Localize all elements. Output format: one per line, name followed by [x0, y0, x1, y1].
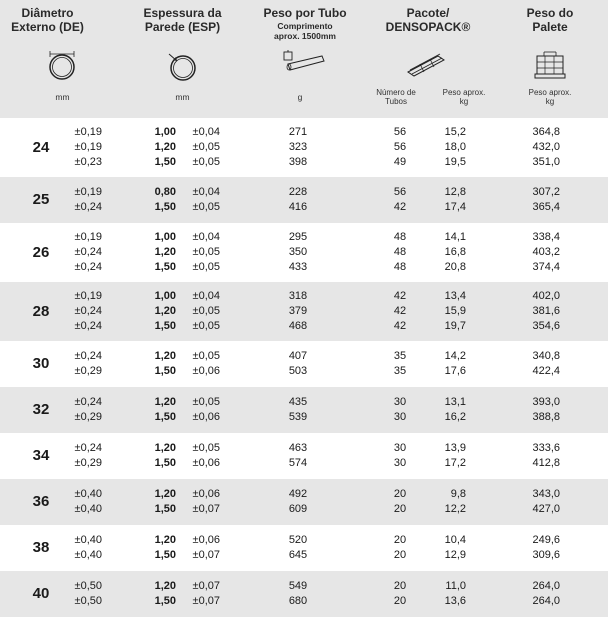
tube-count: 42 — [393, 305, 407, 317]
wall-thickness: 1,50 — [154, 503, 176, 515]
header-peso-tubo-sub: Comprimento aprox. 1500mm — [274, 21, 336, 41]
pallet-weight: 354,6 — [532, 320, 560, 332]
wall-tolerance: ±0,07 — [192, 503, 220, 515]
header-peso-tubo-title: Peso por Tubo — [263, 6, 347, 20]
header-de-unit: mm — [55, 92, 70, 102]
wall-tolerance: ±0,05 — [192, 261, 220, 273]
package-weight: 13,9 — [444, 442, 466, 454]
tube-count: 42 — [393, 320, 407, 332]
header-esp-title: Espessura da Parede (ESP) — [143, 6, 222, 34]
outer-diameter: 34 — [32, 447, 50, 464]
de-tolerance: ±0,29 — [74, 411, 102, 423]
wall-thickness: 1,20 — [154, 305, 176, 317]
de-tolerance: ±0,50 — [74, 580, 102, 592]
de-tolerance: ±0,24 — [74, 261, 102, 273]
header-palete-title: Peso do Palete — [526, 6, 574, 34]
tube-weight: 520 — [288, 534, 308, 546]
de-tolerance: ±0,19 — [74, 141, 102, 153]
de-tolerance: ±0,24 — [74, 396, 102, 408]
tube-weight: 609 — [288, 503, 308, 515]
wall-tolerance: ±0,05 — [192, 141, 220, 153]
package-weight: 15,2 — [444, 126, 466, 138]
header-esp-unit: mm — [175, 92, 190, 102]
row-group — [0, 525, 608, 571]
tube-count: 42 — [393, 201, 407, 213]
tube-weight: 271 — [288, 126, 308, 138]
tube-count: 30 — [393, 396, 407, 408]
pallet-weight: 412,8 — [532, 457, 560, 469]
wall-tolerance: ±0,06 — [192, 457, 220, 469]
header-palete-peso-label: Peso aprox. kg — [528, 88, 572, 106]
tube-weight: 492 — [288, 488, 308, 500]
tube-count: 49 — [393, 156, 407, 168]
tube-weight: 228 — [288, 186, 308, 198]
tube-count: 48 — [393, 261, 407, 273]
header-de — [0, 0, 95, 118]
tube-weight: 468 — [288, 320, 308, 332]
outer-diameter: 28 — [32, 302, 50, 320]
tube-count: 35 — [393, 365, 407, 377]
tube-weight: 318 — [288, 290, 308, 302]
outer-diameter: 40 — [32, 585, 50, 602]
package-weight: 16,8 — [444, 246, 466, 258]
pallet-weight: 422,4 — [532, 365, 560, 377]
tube-weight: 416 — [288, 201, 308, 213]
tube-count: 35 — [393, 350, 407, 362]
package-weight: 18,0 — [444, 141, 466, 153]
pallet-weight: 351,0 — [532, 156, 560, 168]
tube-count: 20 — [393, 595, 407, 607]
wall-thickness: 1,50 — [154, 156, 176, 168]
outer-diameter: 38 — [32, 539, 50, 556]
wall-thickness: 1,00 — [154, 126, 176, 138]
outer-diameter: 32 — [32, 401, 50, 418]
header-palete — [500, 0, 600, 118]
wall-thickness: 1,50 — [154, 549, 176, 561]
outer-diameter: 36 — [32, 493, 50, 510]
wall-tolerance: ±0,05 — [192, 305, 220, 317]
tube-cross-section-icon — [0, 50, 95, 84]
pallet-weight: 264,0 — [532, 580, 560, 592]
wall-thickness: 1,20 — [154, 246, 176, 258]
de-tolerance: ±0,19 — [74, 186, 102, 198]
tube-weight: 323 — [288, 141, 308, 153]
tube-weight: 350 — [288, 246, 308, 258]
wall-tolerance: ±0,05 — [192, 246, 220, 258]
tube-count: 20 — [393, 488, 407, 500]
package-weight: 13,6 — [444, 595, 466, 607]
wall-tolerance: ±0,05 — [192, 320, 220, 332]
wall-tolerance: ±0,07 — [192, 595, 220, 607]
tube-weight: 539 — [288, 411, 308, 423]
row-group — [0, 341, 608, 387]
outer-diameter: 24 — [32, 138, 50, 156]
wall-thickness: 1,50 — [154, 457, 176, 469]
tube-count: 30 — [393, 457, 407, 469]
wall-tolerance: ±0,06 — [192, 534, 220, 546]
wall-tolerance: ±0,07 — [192, 580, 220, 592]
wall-tolerance: ±0,05 — [192, 396, 220, 408]
wall-thickness: 1,50 — [154, 411, 176, 423]
de-tolerance: ±0,24 — [74, 350, 102, 362]
de-tolerance: ±0,50 — [74, 595, 102, 607]
package-weight: 19,5 — [444, 156, 466, 168]
wall-tolerance: ±0,05 — [192, 201, 220, 213]
tube-count: 42 — [393, 290, 407, 302]
de-tolerance: ±0,40 — [74, 503, 102, 515]
de-tolerance: ±0,29 — [74, 365, 102, 377]
pallet-weight: 364,8 — [532, 126, 560, 138]
wall-thickness: 1,50 — [154, 201, 176, 213]
de-tolerance: ±0,19 — [74, 231, 102, 243]
wall-thickness: 1,50 — [154, 365, 176, 377]
tube-weight: 379 — [288, 305, 308, 317]
outer-diameter: 30 — [32, 355, 50, 372]
pallet-weight: 393,0 — [532, 396, 560, 408]
wall-thickness: 0,80 — [154, 186, 176, 198]
wall-thickness: 1,20 — [154, 350, 176, 362]
pallet-weight: 365,4 — [532, 201, 560, 213]
tube-count: 20 — [393, 503, 407, 515]
pallet-weight: 343,0 — [532, 488, 560, 500]
outer-diameter: 26 — [32, 243, 50, 261]
wall-thickness: 1,20 — [154, 488, 176, 500]
de-tolerance: ±0,24 — [74, 201, 102, 213]
package-weight: 14,2 — [444, 350, 466, 362]
de-tolerance: ±0,24 — [74, 246, 102, 258]
wall-thickness: 1,20 — [154, 534, 176, 546]
wall-tolerance: ±0,04 — [192, 126, 220, 138]
package-weight: 10,4 — [444, 534, 466, 546]
tube-weight-icon — [250, 50, 360, 84]
tube-weight: 503 — [288, 365, 308, 377]
header-peso-tubo-unit: g — [297, 92, 303, 102]
package-weight: 16,2 — [444, 411, 466, 423]
package-weight: 19,7 — [444, 320, 466, 332]
tube-bundle-icon — [368, 50, 488, 84]
pallet-weight: 338,4 — [532, 231, 560, 243]
package-weight: 20,8 — [444, 261, 466, 273]
tube-weight: 549 — [288, 580, 308, 592]
wall-thickness: 1,50 — [154, 261, 176, 273]
header-de-title: Diâmetro Externo (DE) — [11, 6, 84, 34]
tube-weight: 398 — [288, 156, 308, 168]
row-group — [0, 177, 608, 223]
wall-tolerance: ±0,05 — [192, 350, 220, 362]
tube-count: 20 — [393, 549, 407, 561]
wall-tolerance: ±0,07 — [192, 549, 220, 561]
pallet-weight: 402,0 — [532, 290, 560, 302]
wall-thickness: 1,20 — [154, 442, 176, 454]
package-weight: 17,2 — [444, 457, 466, 469]
wall-thickness: 1,20 — [154, 141, 176, 153]
package-weight: 12,8 — [444, 186, 466, 198]
wall-thickness-icon — [135, 50, 230, 84]
pallet-weight: 403,2 — [532, 246, 560, 258]
pallet-weight: 249,6 — [532, 534, 560, 546]
tube-count: 20 — [393, 580, 407, 592]
package-weight: 17,6 — [444, 365, 466, 377]
wall-thickness: 1,20 — [154, 396, 176, 408]
wall-tolerance: ±0,04 — [192, 231, 220, 243]
wall-tolerance: ±0,06 — [192, 411, 220, 423]
header-pacote-num-label: Número de Tubos — [376, 88, 416, 106]
tube-count: 56 — [393, 186, 407, 198]
pallet-weight: 307,2 — [532, 186, 560, 198]
package-weight: 14,1 — [444, 231, 466, 243]
header-pacote-peso-label: Peso aprox. kg — [442, 88, 486, 106]
table-header — [0, 0, 608, 118]
pallet-weight: 264,0 — [532, 595, 560, 607]
tube-count: 30 — [393, 442, 407, 454]
pallet-weight: 309,6 — [532, 549, 560, 561]
tube-weight: 680 — [288, 595, 308, 607]
tube-weight: 463 — [288, 442, 308, 454]
pallet-weight: 388,8 — [532, 411, 560, 423]
header-pacote — [368, 0, 488, 118]
de-tolerance: ±0,19 — [74, 126, 102, 138]
wall-tolerance: ±0,05 — [192, 442, 220, 454]
wall-thickness: 1,50 — [154, 320, 176, 332]
row-group — [0, 387, 608, 433]
row-group — [0, 118, 608, 177]
de-tolerance: ±0,23 — [74, 156, 102, 168]
tube-weight: 433 — [288, 261, 308, 273]
wall-thickness: 1,50 — [154, 595, 176, 607]
package-weight: 11,0 — [445, 580, 466, 592]
de-tolerance: ±0,19 — [74, 290, 102, 302]
de-tolerance: ±0,40 — [74, 534, 102, 546]
de-tolerance: ±0,29 — [74, 457, 102, 469]
row-group — [0, 282, 608, 341]
de-tolerance: ±0,24 — [74, 320, 102, 332]
header-peso-tubo — [250, 0, 360, 118]
row-group — [0, 433, 608, 479]
tube-weight: 295 — [288, 231, 308, 243]
tube-weight: 435 — [288, 396, 308, 408]
package-weight: 9,8 — [450, 488, 466, 500]
tube-count: 30 — [393, 411, 407, 423]
de-tolerance: ±0,40 — [74, 488, 102, 500]
pallet-weight: 340,8 — [532, 350, 560, 362]
pallet-icon — [500, 50, 600, 84]
wall-thickness: 1,20 — [154, 580, 176, 592]
package-weight: 13,4 — [444, 290, 466, 302]
tube-count: 56 — [393, 141, 407, 153]
pallet-weight: 381,6 — [532, 305, 560, 317]
wall-thickness: 1,00 — [154, 290, 176, 302]
wall-tolerance: ±0,05 — [192, 156, 220, 168]
wall-thickness: 1,00 — [154, 231, 176, 243]
de-tolerance: ±0,24 — [74, 305, 102, 317]
tube-weight: 574 — [288, 457, 308, 469]
package-weight: 15,9 — [444, 305, 466, 317]
wall-tolerance: ±0,04 — [192, 186, 220, 198]
row-group — [0, 479, 608, 525]
wall-tolerance: ±0,04 — [192, 290, 220, 302]
row-group — [0, 571, 608, 617]
pallet-weight: 374,4 — [532, 261, 560, 273]
pallet-weight: 427,0 — [532, 503, 560, 515]
tube-count: 20 — [393, 534, 407, 546]
de-tolerance: ±0,40 — [74, 549, 102, 561]
tube-weight: 407 — [288, 350, 308, 362]
wall-tolerance: ±0,06 — [192, 365, 220, 377]
tube-weight: 645 — [288, 549, 308, 561]
package-weight: 12,9 — [444, 549, 466, 561]
package-weight: 17,4 — [444, 201, 466, 213]
pallet-weight: 432,0 — [532, 141, 560, 153]
outer-diameter: 25 — [32, 191, 50, 208]
package-weight: 13,1 — [444, 396, 466, 408]
wall-tolerance: ±0,06 — [192, 488, 220, 500]
row-group — [0, 223, 608, 282]
tube-count: 48 — [393, 231, 407, 243]
tube-count: 56 — [393, 126, 407, 138]
header-pacote-title: Pacote/ DENSOPACK® — [385, 6, 471, 34]
pallet-weight: 333,6 — [532, 442, 560, 454]
de-tolerance: ±0,24 — [74, 442, 102, 454]
header-esp — [135, 0, 230, 118]
tube-count: 48 — [393, 246, 407, 258]
package-weight: 12,2 — [444, 503, 466, 515]
